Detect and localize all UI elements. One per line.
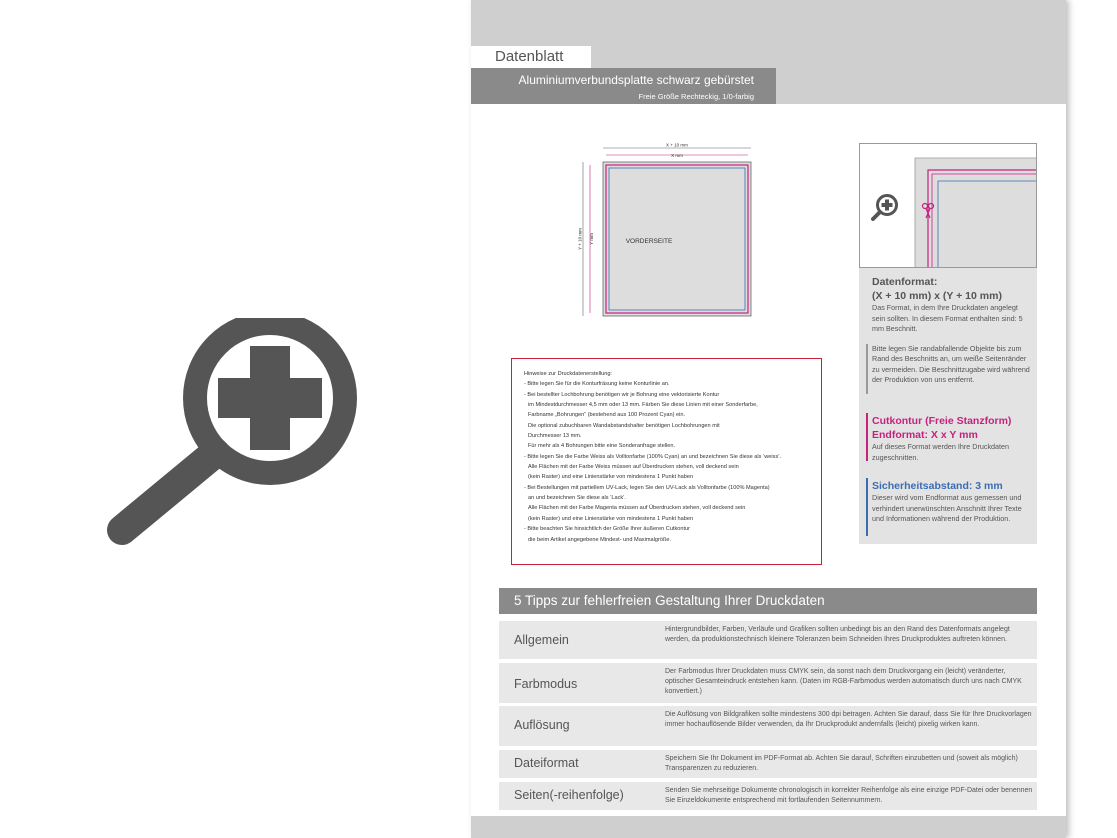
- hint-line: - Bei bestellter Lochbohrung benötigen wir je Bohrung eine vektorisierte Kontur: [524, 391, 720, 398]
- corner-detail-graphic: [860, 144, 1036, 267]
- footer-band: [471, 816, 1066, 838]
- tip-text: Der Farbmodus Ihrer Druckdaten muss CMYK sein, da sonst nach dem Druckvorgang ein (leicht) veränderter, optischer Gesamteindruck entstehen kann. (Daten im RGB-Farbmodus werden automatisch durch uns nach CMYK konvertiert.): [665, 668, 1022, 695]
- hint-line: an und bezeichnen Sie diese als ‘Lack’.: [528, 495, 626, 502]
- hint-line: Alle Flächen mit der Farbe Magenta müssen auf Überdrucken stehen, voll deckend sein: [528, 505, 746, 512]
- tip-text: Hintergrundbilder, Farben, Verläufe und Grafiken sollten unbedingt bis an den Rand des Datenformats angelegt werden, da produktionstechnisch kleinere Toleranzen beim Schneiden Ihres Druckproduktes auftreten können.: [665, 626, 1010, 643]
- cut-heading: Cutkontur (Freie Stanzform): [872, 415, 1012, 427]
- safety-heading: Sicherheitsabstand: 3 mm: [872, 480, 1003, 492]
- dim-left-outer: Y + 10 mm: [577, 228, 583, 250]
- datasheet-page: [471, 0, 1066, 838]
- bleed-bar: [866, 344, 868, 394]
- page-title: Datenblatt: [471, 46, 591, 68]
- hint-line: Für mehr als 4 Bohrungen bitte eine Sonderanfrage stellen.: [528, 443, 676, 450]
- tip-text: Speichern Sie Ihr Dokument im PDF-Format ab. Achten Sie darauf, Schriften einzubetten und (soweit als möglich) Transparenzen zu reduzieren.: [665, 755, 1018, 772]
- zoom-in-icon[interactable]: [100, 318, 360, 548]
- format-diagram: [577, 142, 757, 322]
- tip-row: [499, 621, 1037, 659]
- hint-line: Durchmesser 13 mm.: [528, 433, 582, 440]
- hint-line: Farbname „Bohrungen“ (bestehend aus 100 Prozent Cyan) ein.: [528, 412, 686, 419]
- format-info-panel: [859, 268, 1037, 544]
- hint-line: (kein Raster) und eine Linienstärke von mindestens 1 Punkt haben: [528, 474, 694, 481]
- format-value: (X + 10 mm) x (Y + 10 mm): [872, 290, 1002, 303]
- dim-left-inner: Y mm: [589, 233, 594, 245]
- cut-bar: [866, 413, 868, 461]
- front-side-label: VORDERSEITE: [625, 238, 673, 245]
- format-heading: Datenformat:: [872, 276, 938, 288]
- hint-line: - Bitte legen Sie die Farbe Weiss als Volltonfarbe (100% Cyan) an und bezeichnen Sie diese als ‘weiss’.: [524, 453, 782, 460]
- hint-line: (kein Raster) und eine Linienstärke von mindestens 1 Punkt haben: [528, 515, 694, 522]
- bleed-text: Bitte legen Sie randabfallende Objekte bis zum Rand des Beschnitts an, um weiße Seitenränder zu vermeiden. Die Beschnittzugabe wird während der Produktion von uns entfernt.: [872, 344, 1030, 385]
- tip-text: Senden Sie mehrseitige Dokumente chronologisch in korrekter Reihenfolge als eine einzige PDF-Datei oder benennen Sie Einzeldokumente entsprechend mit fortlaufenden Seitennummern.: [665, 787, 1033, 804]
- zoom-in-icon[interactable]: [873, 196, 897, 220]
- hint-line: - Bitte beachten Sie hinsichtlich der Größe Ihrer äußeren Cutkontur: [524, 526, 691, 533]
- hint-line: im Mindestdurchmesser 4,5 mm oder 13 mm. Färben Sie diese Linien mit einer Sonderfarbe,: [528, 402, 758, 409]
- product-name: Aluminiumverbundsplatte schwarz gebürstet: [518, 73, 754, 87]
- tip-label: Farbmodus: [514, 677, 578, 691]
- tip-label: Dateiformat: [514, 756, 579, 770]
- tip-row: [499, 782, 1037, 810]
- tip-label: Seiten(-reihenfolge): [514, 788, 624, 802]
- dim-top-outer: X + 10 mm: [666, 142, 688, 148]
- tip-label: Auflösung: [514, 718, 570, 732]
- tip-text: Die Auflösung von Bildgrafiken sollte mindestens 300 dpi betragen. Achten Sie darauf, dass Sie für Ihre Druckvorlagen immer hochauflösende Bilder verwenden, da Ihr Druckprodukt andernfalls (leicht) pixelig wirken kann.: [665, 711, 1032, 728]
- hint-line: - Bei Bestellungen mit partiellem UV-Lack, legen Sie den UV-Lack als Volltonfarbe (100% Magenta): [524, 484, 770, 491]
- print-hints-box: [511, 358, 822, 565]
- hint-line: - Bitte legen Sie für die Konturfräsung keine Konturlinie an.: [524, 381, 670, 388]
- format-text: Das Format, in dem Ihre Druckdaten angelegt sein sollten. In diesem Format enthalten sind: 5 mm Beschnitt.: [872, 303, 1023, 334]
- corner-detail: [859, 143, 1037, 268]
- tip-row: [499, 663, 1037, 703]
- hints-title: Hinweise zur Druckdatenerstellung:: [524, 371, 612, 377]
- hint-line: die beim Artikel angegebene Mindest- und Maximalgröße.: [528, 536, 672, 543]
- tip-row: [499, 750, 1037, 778]
- hint-line: Alle Flächen mit der Farbe Weiss müssen auf Überdrucken stehen, voll deckend sein: [528, 464, 739, 471]
- tips-header: 5 Tipps zur fehlerfreien Gestaltung Ihrer Druckdaten: [499, 588, 1037, 614]
- tip-label: Allgemein: [514, 633, 569, 647]
- cut-format: Endformat: X x Y mm: [872, 429, 978, 442]
- product-subtitle: Freie Größe Rechteckig, 1/0-farbig: [638, 92, 754, 101]
- safety-text: Dieser wird vom Endformat aus gemessen und verhindert unerwünschten Anschnitt Ihrer Texte und Informationen während der Produktion.: [872, 493, 1022, 524]
- cut-text: Auf dieses Format werden Ihre Druckdaten zugeschnitten.: [872, 442, 1010, 462]
- product-band: [471, 68, 776, 104]
- dim-top-inner: X mm: [671, 153, 683, 158]
- hint-line: Die optional zubuchbaren Wandabstandshalter benötigen Lochbohrungen mit: [528, 422, 720, 429]
- tip-row: [499, 706, 1037, 746]
- safety-bar: [866, 478, 868, 536]
